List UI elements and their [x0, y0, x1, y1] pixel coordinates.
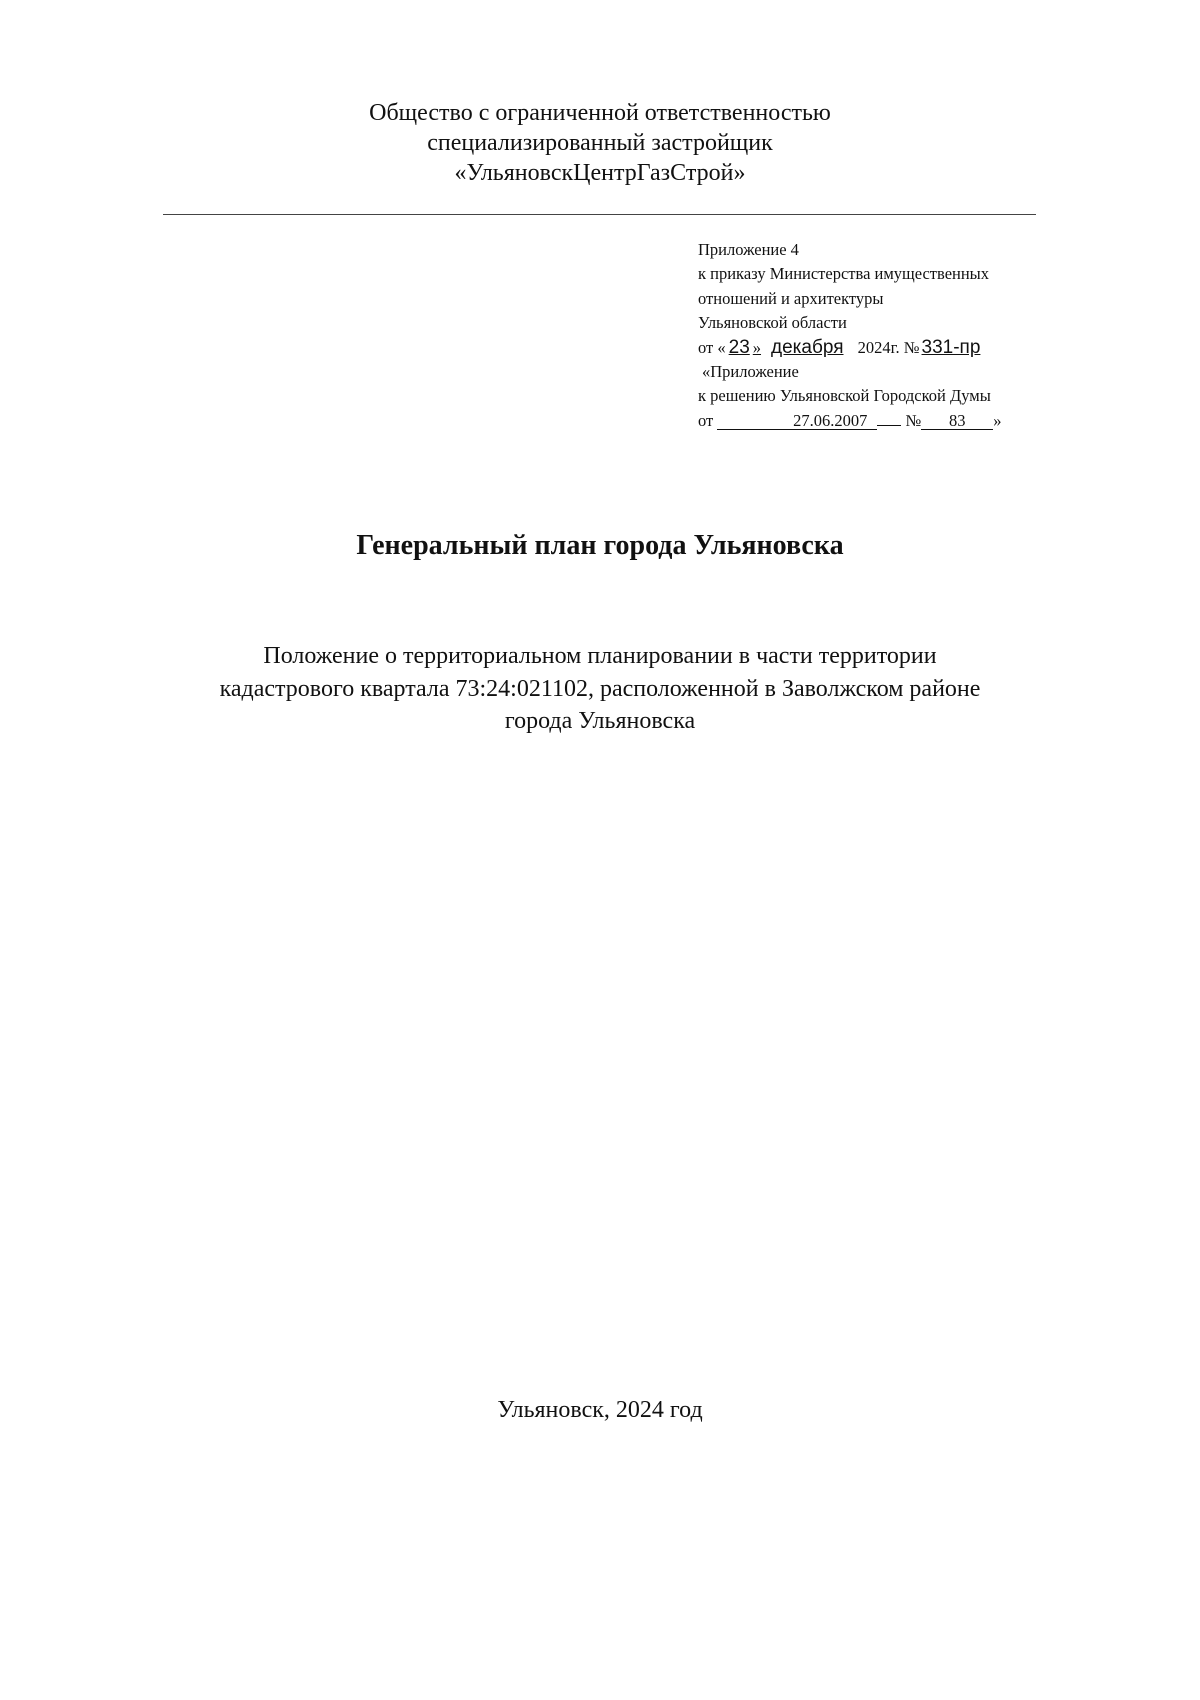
document-title: Генеральный план города Ульяновска [356, 530, 844, 561]
subtitle-line-2: кадастрового квартала 73:24:021102, расположенной в Заволжском районе [219, 675, 981, 702]
header-divider [163, 214, 1036, 215]
decision-date-line [698, 409, 1002, 433]
ref-prefix: от [698, 410, 714, 430]
order-day: 23 [728, 336, 750, 358]
ref-close: » [993, 410, 1002, 430]
date-prefix: от « [698, 337, 726, 357]
order-month: декабря [771, 336, 844, 358]
organization-header [0, 98, 1200, 188]
decision-number: 83 [921, 413, 993, 430]
appendix-line-7: к решению Ульяновской Городской Думы [698, 386, 991, 406]
ref-no-label: № [905, 410, 922, 430]
subtitle-line-1: Положение о территориальном планировании в части территории [263, 643, 937, 669]
appendix-line-2: к приказу Министерства имущественных [698, 264, 990, 284]
subtitle-line-3: города Ульяновска [504, 708, 696, 734]
org-line-3: «УльяновскЦентрГазСтрой» [454, 160, 746, 186]
place-and-year: Ульяновск, 2024 год [497, 1397, 703, 1423]
day-close: » [752, 337, 762, 357]
appendix-block [698, 238, 1002, 433]
document-subtitle [0, 640, 1200, 738]
appendix-line-1: Приложение 4 [698, 240, 799, 259]
order-date-line [698, 336, 1002, 360]
order-year: 2024г. № [857, 337, 920, 357]
appendix-line-4: Ульяновской области [698, 313, 847, 333]
appendix-line-3: отношений и архитектуры [698, 288, 884, 308]
appendix-line-6: «Приложение [702, 362, 799, 382]
org-line-2: специализированный застройщик [427, 130, 773, 156]
order-number: 331-пр [921, 336, 981, 358]
org-line-1: Общество с ограниченной ответственностью [369, 100, 831, 126]
decision-date: 27.06.2007 [717, 413, 877, 430]
